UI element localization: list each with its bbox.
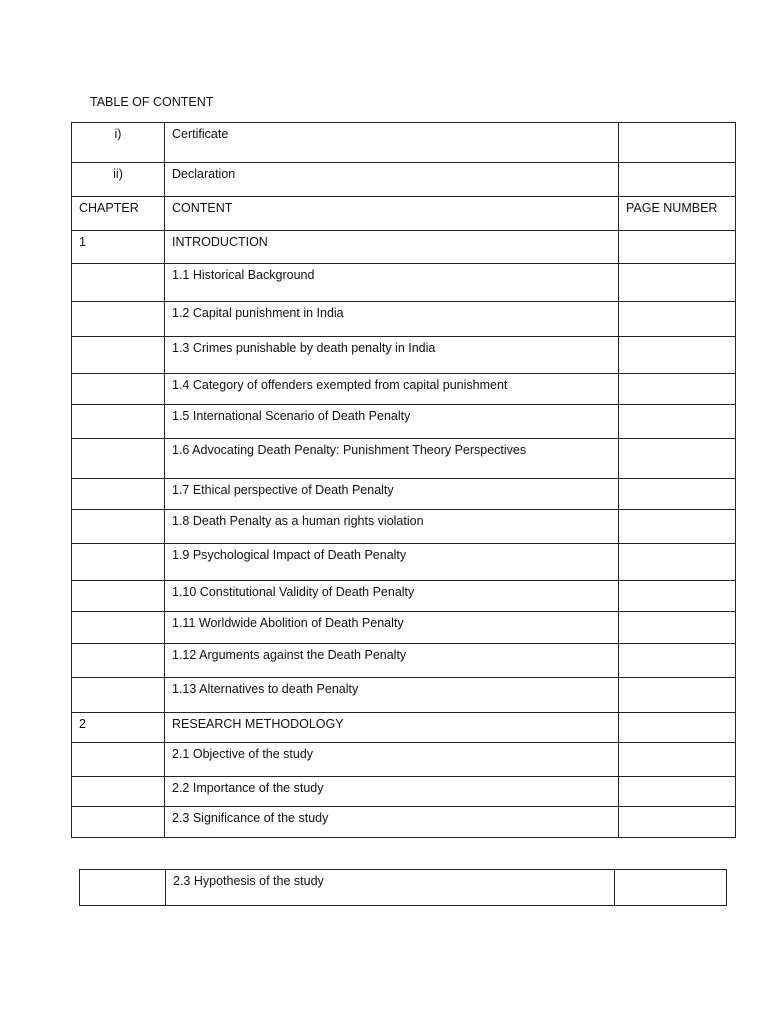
page-number-cell <box>619 743 736 777</box>
toc-entry-text: 2.3 Hypothesis of the study <box>173 874 324 888</box>
toc-entry-text: 2.2 Importance of the study <box>172 781 324 795</box>
prelim-row <box>72 163 736 197</box>
page-number-cell <box>619 405 736 439</box>
page-number-text <box>626 612 728 616</box>
toc-entry-text: 1.6 Advocating Death Penalty: Punishment Theory Perspectives <box>172 443 527 457</box>
chapter-text <box>79 743 157 747</box>
toc-row <box>72 479 736 510</box>
toc-entry-text: 1.9 Psychological Impact of Death Penalty <box>172 548 407 562</box>
chapter-text <box>79 510 157 514</box>
chapter-text: 2 <box>79 717 86 731</box>
page-number-text <box>626 713 728 717</box>
page-number-cell <box>619 337 736 374</box>
toc-entry-cell <box>165 264 619 302</box>
column-header-chapter-cell <box>72 197 165 231</box>
page-number-cell <box>619 302 736 337</box>
chapter-text <box>79 337 157 341</box>
page-number-cell <box>619 678 736 713</box>
toc-entry-cell <box>165 439 619 479</box>
toc-entry-cell <box>165 374 619 405</box>
page-number-cell <box>619 807 736 838</box>
prelim-content-text: Declaration <box>172 167 236 181</box>
page-number-cell <box>619 479 736 510</box>
page-number-text <box>626 807 728 811</box>
chapter-cell <box>72 231 165 264</box>
page-number-cell <box>619 644 736 678</box>
chapter-cell <box>72 479 165 510</box>
chapter-text <box>79 581 157 585</box>
chapter-cell <box>72 777 165 807</box>
toc-entry-cell <box>165 713 619 743</box>
toc-row <box>72 231 736 264</box>
chapter-text <box>79 777 157 781</box>
toc-entry-text: INTRODUCTION <box>172 235 268 249</box>
chapter-cell <box>72 302 165 337</box>
toc-entry-cell <box>165 743 619 777</box>
toc-entry-text: 1.7 Ethical perspective of Death Penalty <box>172 483 394 497</box>
toc-entry-text: 1.13 Alternatives to death Penalty <box>172 682 359 696</box>
toc-row <box>72 644 736 678</box>
page-number-cell <box>619 510 736 544</box>
prelim-number-text: i) <box>114 127 122 141</box>
chapter-cell <box>72 807 165 838</box>
page-number-text <box>626 644 728 648</box>
chapter-text <box>79 807 157 811</box>
toc-row <box>72 777 736 807</box>
chapter-text <box>87 870 158 874</box>
page-number-cell <box>615 870 727 906</box>
toc-row <box>72 807 736 838</box>
page-number-cell <box>619 231 736 264</box>
toc-entry-cell <box>165 231 619 264</box>
chapter-text <box>79 405 157 409</box>
chapter-text <box>79 644 157 648</box>
page-number-text <box>626 374 728 378</box>
column-header-page-number-cell <box>619 197 736 231</box>
toc-entry-cell <box>165 337 619 374</box>
toc-entry-cell <box>165 678 619 713</box>
toc-row <box>72 713 736 743</box>
page-title: TABLE OF CONTENT <box>90 95 214 109</box>
page-number-cell <box>619 123 736 163</box>
page-number-text <box>626 439 728 443</box>
toc-row <box>72 337 736 374</box>
chapter-cell <box>72 581 165 612</box>
toc-row <box>72 264 736 302</box>
toc-entry-cell <box>165 581 619 612</box>
toc-entry-text: 1.4 Category of offenders exempted from capital punishment <box>172 378 508 392</box>
toc-row <box>72 678 736 713</box>
page-number-text <box>626 544 728 548</box>
page-number-cell <box>619 374 736 405</box>
chapter-text <box>79 612 157 616</box>
toc-entry-cell <box>165 302 619 337</box>
chapter-text <box>79 479 157 483</box>
toc-row <box>72 302 736 337</box>
column-header-content-text: CONTENT <box>172 201 233 215</box>
toc-entry-text: 1.3 Crimes punishable by death penalty in India <box>172 341 436 355</box>
page-number-cell <box>619 581 736 612</box>
chapter-cell <box>72 439 165 479</box>
page-number-cell <box>619 544 736 581</box>
page-number-text <box>626 777 728 781</box>
toc-row <box>72 612 736 644</box>
chapter-cell <box>72 612 165 644</box>
toc-entry-cell <box>165 510 619 544</box>
column-header-chapter-text: CHAPTER <box>79 201 139 215</box>
page-number-text <box>626 231 728 235</box>
page-number-text <box>626 510 728 514</box>
page-number-text <box>626 302 728 306</box>
chapter-text <box>79 374 157 378</box>
prelim-content-cell <box>165 123 619 163</box>
toc-entry-text: 1.12 Arguments against the Death Penalty <box>172 648 407 662</box>
toc-row <box>80 870 727 906</box>
toc-entry-cell <box>165 479 619 510</box>
column-header-content-cell <box>165 197 619 231</box>
toc-row <box>72 581 736 612</box>
chapter-cell <box>72 544 165 581</box>
toc-entry-cell <box>165 612 619 644</box>
toc-entry-text: 2.1 Objective of the study <box>172 747 314 761</box>
page-number-text <box>626 479 728 483</box>
page-number-cell <box>619 777 736 807</box>
prelim-row <box>72 123 736 163</box>
toc-entry-cell <box>165 644 619 678</box>
page-number-text <box>622 870 719 874</box>
page-number-text <box>626 264 728 268</box>
toc-entry-text: 1.1 Historical Background <box>172 268 315 282</box>
page-number-text <box>626 678 728 682</box>
toc-row <box>72 510 736 544</box>
toc-row <box>72 405 736 439</box>
page-number-text <box>626 337 728 341</box>
prelim-number-cell <box>72 163 165 197</box>
chapter-cell <box>80 870 166 906</box>
page-number-cell <box>619 163 736 197</box>
toc-row <box>72 439 736 479</box>
toc-entry-text: 1.2 Capital punishment in India <box>172 306 344 320</box>
chapter-cell <box>72 337 165 374</box>
toc-row <box>72 374 736 405</box>
chapter-text: 1 <box>79 235 86 249</box>
toc-table <box>71 122 736 838</box>
chapter-text <box>79 302 157 306</box>
prelim-number-text: ii) <box>113 167 123 181</box>
toc-entry-cell <box>165 807 619 838</box>
toc-entry-cell <box>165 777 619 807</box>
chapter-cell <box>72 510 165 544</box>
chapter-cell <box>72 713 165 743</box>
chapter-text <box>79 439 157 443</box>
chapter-cell <box>72 264 165 302</box>
chapter-text <box>79 544 157 548</box>
prelim-content-text: Certificate <box>172 127 229 141</box>
toc-entry-cell <box>165 405 619 439</box>
prelim-content-cell <box>165 163 619 197</box>
toc-row <box>72 544 736 581</box>
page-number-text <box>626 581 728 585</box>
toc-entry-text: 1.8 Death Penalty as a human rights violation <box>172 514 424 528</box>
toc-entry-text: 1.10 Constitutional Validity of Death Penalty <box>172 585 415 599</box>
toc-entry-text: RESEARCH METHODOLOGY <box>172 717 344 731</box>
page-number-text <box>626 743 728 747</box>
toc-table-continued <box>79 869 727 906</box>
chapter-cell <box>72 405 165 439</box>
chapter-text <box>79 264 157 268</box>
toc-entry-cell <box>166 870 615 906</box>
page-number-text <box>626 163 728 167</box>
page-number-cell <box>619 264 736 302</box>
chapter-cell <box>72 374 165 405</box>
chapter-cell <box>72 743 165 777</box>
toc-entry-text: 1.5 International Scenario of Death Penalty <box>172 409 411 423</box>
chapter-cell <box>72 678 165 713</box>
page-number-text <box>626 123 728 127</box>
prelim-number-cell <box>72 123 165 163</box>
toc-entry-text: 2.3 Significance of the study <box>172 811 329 825</box>
chapter-cell <box>72 644 165 678</box>
page-number-cell <box>619 612 736 644</box>
header-row <box>72 197 736 231</box>
toc-entry-text: 1.11 Worldwide Abolition of Death Penalty <box>172 616 404 630</box>
page-number-cell <box>619 439 736 479</box>
chapter-text <box>79 678 157 682</box>
page-number-text <box>626 405 728 409</box>
column-header-page-number-text: PAGE NUMBER <box>626 201 718 215</box>
toc-entry-cell <box>165 544 619 581</box>
page-number-cell <box>619 713 736 743</box>
toc-row <box>72 743 736 777</box>
